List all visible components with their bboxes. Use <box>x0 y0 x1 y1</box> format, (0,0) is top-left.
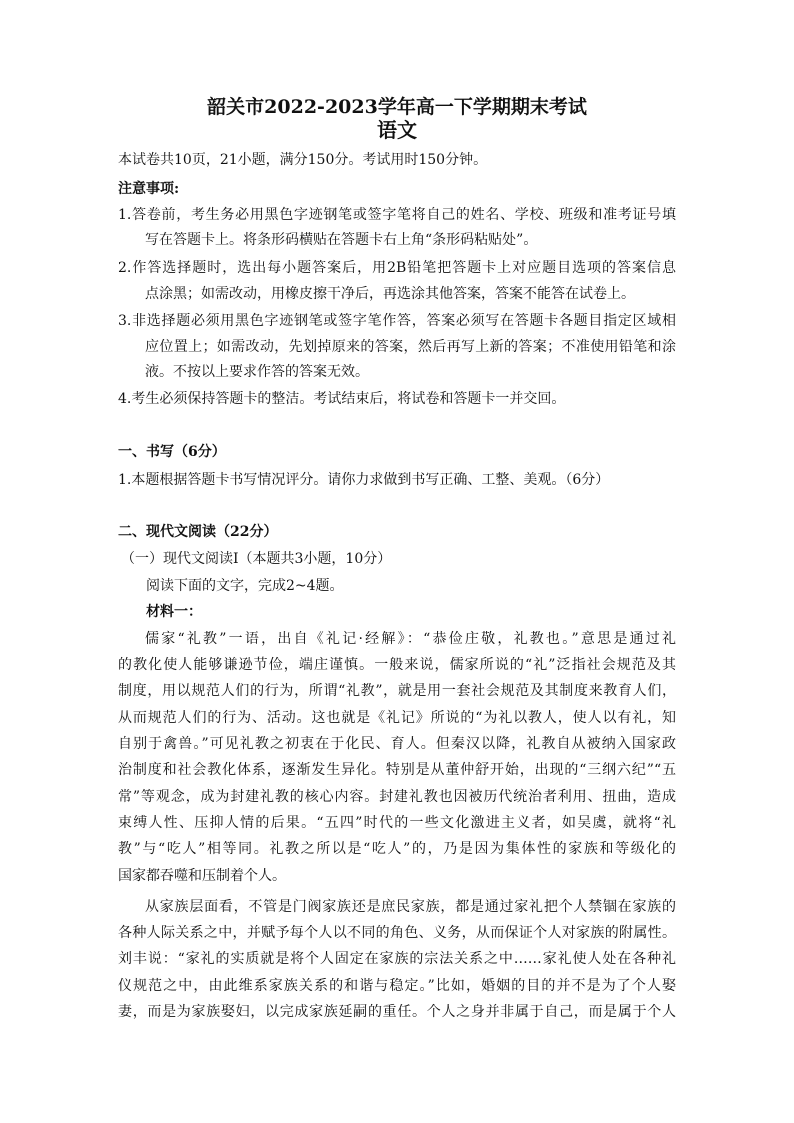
question-1: 1.本题根据答题卡书写情况评分。请你力求做到书写正确、工整、美观。（6分） <box>118 472 610 488</box>
paragraph-line: 国家都吞噬和压制着个人。 <box>118 868 286 884</box>
material-label: 材料一： <box>146 604 202 620</box>
paragraph-line: 束缚人性、压抑人情的后果。“五四”时代的一些文化激进主义者，如吴虞，就将“礼 <box>118 815 676 831</box>
section2-heading: 二、现代文阅读（22分） <box>118 524 278 540</box>
notice-heading: 注意事项: <box>118 181 180 197</box>
paragraph-line: 常”等观念，成为封建礼教的核心内容。封建礼教也因被历代统治者利用、扭曲，造成 <box>118 789 676 805</box>
notice-line: 2.作答选择题时，选出每小题答案后，用2B铅笔把答题卡上对应题目选项的答案信息 <box>118 260 676 276</box>
exam-intro: 本试卷共10页，21小题，满分150分。考试用时150分钟。 <box>118 152 488 168</box>
notice-line: 4.考生必须保持答题卡的整洁。考试结束后，将试卷和答题卡一并交回。 <box>118 391 566 407</box>
notice-line: 写在答题卡上。将条形码横贴在答题卡右上角“条形码粘贴处”。 <box>145 232 538 248</box>
notice-line: 液。不按以上要求作答的答案无效。 <box>145 364 369 380</box>
notice-line: 1.答卷前，考生务必用黑色字迹钢笔或签字笔将自己的姓名、学校、班级和准考证号填 <box>118 207 676 223</box>
notice-line: 应位置上；如需改动，先划掉原来的答案，然后再写上新的答案；不准使用铅笔和涂 <box>145 339 676 355</box>
paragraph-line: 从而规范人们的行为、活动。这也就是《礼记》所说的“为礼以教人，使人以有礼，知 <box>118 710 676 726</box>
notice-line: 3.非选择题必须用黑色字迹钢笔或签字笔作答，答案必须写在答题卡各题目指定区域相 <box>118 313 676 329</box>
paragraph-line: 妻，而是为家族娶妇，以完成家族延嗣的重任。个人之身并非属于自己，而是属于个人 <box>118 1004 676 1020</box>
paragraph-line: 各种人际关系之中，并赋予每个人以不同的角色、义务，从而保证个人对家族的附属性。 <box>118 925 676 941</box>
paragraph-line: 刘丰说：“家礼的实质就是将个人固定在家族的宗法关系之中……家礼使人处在各种礼 <box>118 951 676 967</box>
reading-instruction: 阅读下面的文字，完成2~4题。 <box>146 578 344 594</box>
paragraph-line: 儒家“礼教”一语，出自《礼记·经解》：“恭俭庄敬，礼教也。”意思是通过礼 <box>145 631 676 647</box>
section2-subheading: （一）现代文阅读Ⅰ（本题共3小题，10分） <box>121 551 392 567</box>
notice-line: 点涂黑；如需改动，用橡皮擦干净后，再选涂其他答案，答案不能答在试卷上。 <box>145 286 635 302</box>
section1-heading: 一、书写（6分） <box>118 444 226 460</box>
exam-title: 韶关市2022-2023学年高一下学期期末考试 <box>207 96 587 118</box>
exam-subject: 语文 <box>377 118 417 142</box>
paragraph-line: 自别于禽兽。”可见礼教之初衷在于化民、育人。但秦汉以降，礼教自从被纳入国家政 <box>118 736 676 752</box>
paragraph-line: 制度，用以规范人们的行为，所谓“礼教”，就是用一套社会规范及其制度来教育人们， <box>118 683 676 699</box>
paragraph-line: 仪规范之中，由此维系家族关系的和谐与稳定。”比如，婚姻的目的并不是为了个人娶 <box>118 978 676 994</box>
paragraph-line: 治制度和社会教化体系，逐渐发生异化。特别是从董仲舒开始，出现的“三纲六纪”“五 <box>118 762 676 778</box>
paragraph-line: 教”与“吃人”相等同。礼教之所以是“吃人”的，乃是因为集体性的家族和等级化的 <box>118 841 676 857</box>
paragraph-line: 从家族层面看，不管是门阀家族还是庶民家族，都是通过家礼把个人禁锢在家族的 <box>145 899 676 915</box>
paragraph-line: 的教化使人能够谦逊节俭，端庄谨慎。一般来说，儒家所说的“礼”泛指社会规范及其 <box>118 657 676 673</box>
